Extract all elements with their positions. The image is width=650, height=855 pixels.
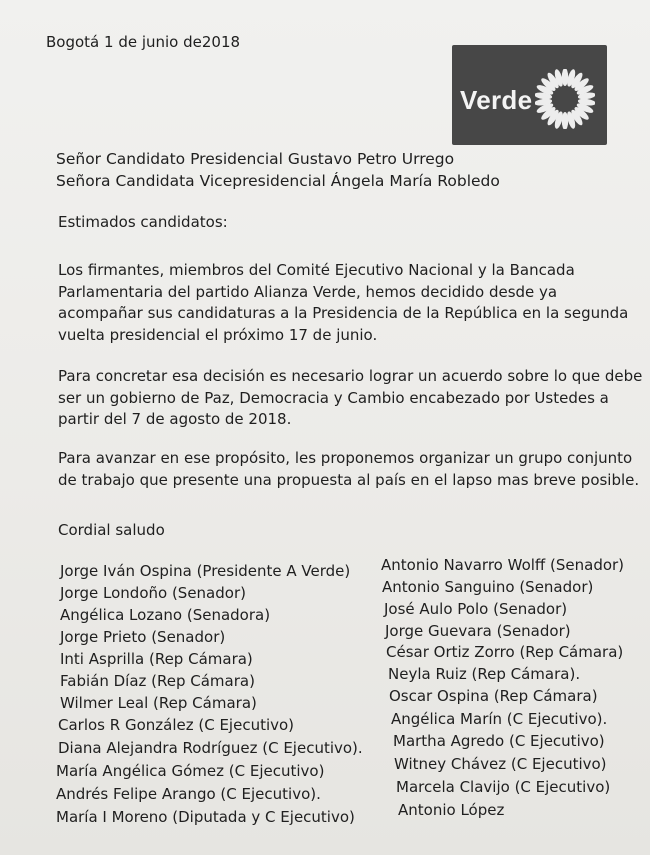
paragraph-1: [58, 260, 629, 346]
signatory-left: Diana Alejandra Rodríguez (C Ejecutivo).: [58, 739, 363, 757]
signatory-left: Fabián Díaz (Rep Cámara): [60, 672, 255, 690]
signatory-right: Neyla Ruiz (Rep Cámara).: [388, 665, 581, 683]
signatory-left: Jorge Iván Ospina (Presidente A Verde): [60, 562, 351, 580]
signatory-right: Martha Agredo (C Ejecutivo): [393, 732, 605, 750]
signatory-right: Antonio Navarro Wolff (Senador): [381, 556, 625, 574]
paragraph-line: vuelta presidencial el próximo 17 de junio.: [58, 325, 378, 344]
signatory-right: Marcela Clavijo (C Ejecutivo): [396, 778, 611, 796]
logo-text: Verde: [460, 85, 533, 115]
signatory-right: Antonio López: [398, 801, 505, 819]
paragraph-line: partir del 7 de agosto de 2018.: [58, 410, 292, 428]
signatory-right: Angélica Marín (C Ejecutivo).: [391, 710, 608, 728]
signatory-left: María I Moreno (Diputada y C Ejecutivo): [56, 808, 355, 826]
signatory-left: María Angélica Gómez (C Ejecutivo): [56, 762, 325, 780]
signatory-right: Witney Chávez (C Ejecutivo): [394, 755, 607, 773]
paragraph-3: [58, 448, 640, 491]
paragraph-line: Parlamentaria del partido Alianza Verde, hemos decidido desde ya: [58, 282, 558, 301]
closing: Cordial saludo: [58, 521, 165, 539]
signatory-left: Carlos R González (C Ejecutivo): [58, 716, 295, 734]
signatory-right: José Aulo Polo (Senador): [384, 600, 568, 618]
alianza-verde-logo: [452, 45, 607, 145]
greeting: Estimados candidatos:: [58, 213, 228, 231]
signatory-right: Antonio Sanguino (Senador): [382, 578, 594, 596]
recipient-vice-candidate: Señora Candidata Vicepresidencial Ángela María Robledo: [56, 172, 500, 190]
signatory-right: César Ortiz Zorro (Rep Cámara): [386, 643, 624, 661]
paragraph-line: Los firmantes, miembros del Comité Ejecutivo Nacional y la Bancada: [58, 261, 575, 279]
paragraph-line: de trabajo que presente una propuesta al país en el lapso mas breve posible.: [58, 470, 640, 489]
signatory-left: Jorge Prieto (Senador): [60, 628, 226, 646]
signatory-left: Inti Asprilla (Rep Cámara): [60, 650, 253, 668]
paragraph-2: [58, 366, 643, 431]
signatory-left: Angélica Lozano (Senadora): [60, 606, 271, 624]
paragraph-line: ser un gobierno de Paz, Democracia y Cambio encabezado por Ustedes a: [58, 388, 609, 407]
signatory-right: Oscar Ospina (Rep Cámara): [389, 687, 598, 705]
signatory-left: Wilmer Leal (Rep Cámara): [60, 694, 257, 712]
signatory-left: Jorge Londoño (Senador): [60, 584, 246, 602]
recipient-candidate: Señor Candidato Presidencial Gustavo Petro Urrego: [56, 150, 455, 168]
paragraph-line: acompañar sus candidaturas a la Presidencia de la República en la segunda: [58, 304, 629, 322]
signatory-left: Andrés Felipe Arango (C Ejecutivo).: [56, 785, 321, 803]
paragraph-line: Para concretar esa decisión es necesario lograr un acuerdo sobre lo que debe: [58, 367, 643, 385]
signatory-right: Jorge Guevara (Senador): [385, 622, 571, 640]
letter-date: Bogotá 1 de junio de2018: [46, 33, 241, 51]
paragraph-line: Para avanzar en ese propósito, les proponemos organizar un grupo conjunto: [58, 449, 633, 467]
sunflower-icon: [535, 69, 595, 129]
